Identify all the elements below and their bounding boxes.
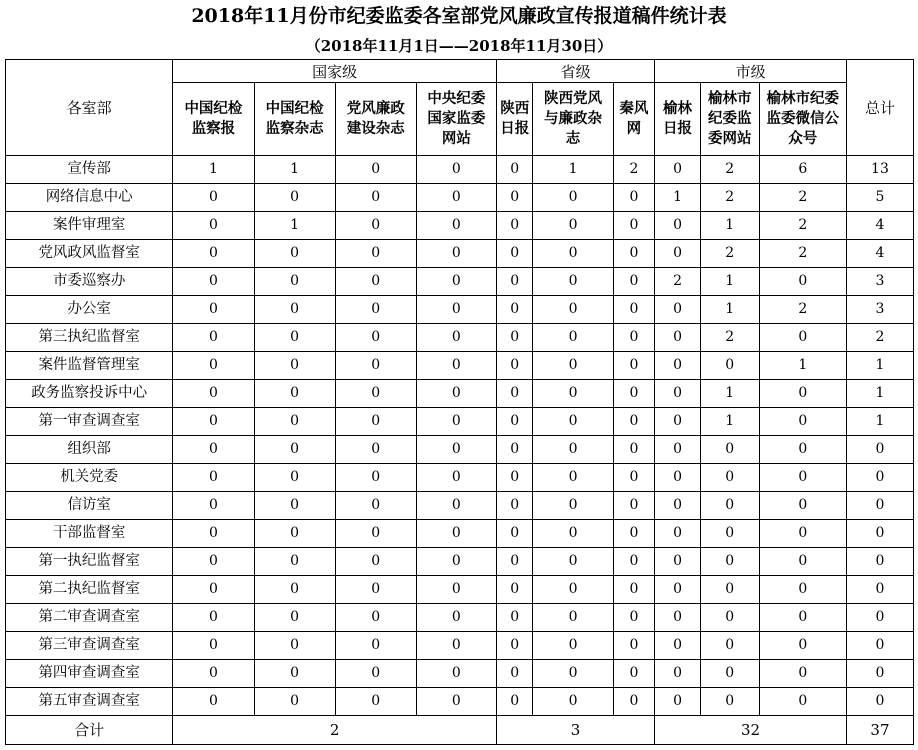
count-cell: 0 — [533, 604, 613, 632]
column-header: 陕西党风与廉政杂志 — [533, 83, 613, 156]
table-row — [6, 352, 914, 380]
count-cell: 0 — [173, 576, 254, 604]
table-row — [6, 324, 914, 352]
count-cell: 0 — [655, 576, 701, 604]
count-cell: 0 — [173, 240, 254, 268]
dept-name-cell: 案件监督管理室 — [6, 352, 173, 380]
table-row — [6, 604, 914, 632]
count-cell: 0 — [533, 548, 613, 576]
count-cell: 0 — [173, 632, 254, 660]
count-cell: 0 — [416, 436, 496, 464]
count-cell: 0 — [496, 604, 533, 632]
count-cell: 0 — [335, 184, 416, 212]
count-cell: 0 — [613, 604, 655, 632]
count-cell: 0 — [496, 660, 533, 688]
count-cell: 0 — [700, 492, 759, 520]
count-cell: 0 — [416, 296, 496, 324]
count-cell: 0 — [416, 156, 496, 184]
count-cell: 0 — [613, 380, 655, 408]
count-cell: 0 — [613, 548, 655, 576]
count-cell: 0 — [655, 408, 701, 436]
count-cell: 0 — [496, 492, 533, 520]
count-cell: 0 — [655, 604, 701, 632]
count-cell: 0 — [496, 548, 533, 576]
count-cell: 0 — [335, 296, 416, 324]
count-cell: 1 — [655, 184, 701, 212]
table-row — [6, 464, 914, 492]
count-cell: 0 — [655, 436, 701, 464]
count-cell: 0 — [416, 576, 496, 604]
count-cell: 0 — [700, 352, 759, 380]
dept-name-cell: 第五审查调查室 — [6, 688, 173, 716]
count-cell: 0 — [533, 492, 613, 520]
count-cell: 1 — [173, 156, 254, 184]
count-cell: 0 — [173, 408, 254, 436]
dept-name-cell: 第三执纪监督室 — [6, 324, 173, 352]
count-cell: 1 — [700, 380, 759, 408]
count-cell: 0 — [759, 688, 846, 716]
count-cell: 0 — [655, 492, 701, 520]
row-total-cell: 0 — [846, 604, 913, 632]
count-cell: 0 — [416, 352, 496, 380]
count-cell: 0 — [759, 660, 846, 688]
count-cell: 0 — [759, 324, 846, 352]
count-cell: 0 — [254, 576, 335, 604]
count-cell: 0 — [759, 520, 846, 548]
count-cell: 0 — [254, 548, 335, 576]
column-header: 榆林市纪委监委微信公众号 — [759, 83, 846, 156]
count-cell: 0 — [655, 632, 701, 660]
table-body — [6, 156, 914, 716]
count-cell: 0 — [613, 268, 655, 296]
column-header: 陕西日报 — [496, 83, 533, 156]
count-cell: 0 — [613, 632, 655, 660]
row-total-cell: 4 — [846, 212, 913, 240]
count-cell: 0 — [700, 688, 759, 716]
row-total-cell: 13 — [846, 156, 913, 184]
count-cell: 0 — [533, 268, 613, 296]
dept-name-cell: 干部监督室 — [6, 520, 173, 548]
count-cell: 0 — [173, 380, 254, 408]
table-row — [6, 380, 914, 408]
count-cell: 0 — [416, 464, 496, 492]
dept-name-cell: 办公室 — [6, 296, 173, 324]
count-cell: 0 — [173, 660, 254, 688]
count-cell: 0 — [335, 408, 416, 436]
count-cell: 0 — [254, 380, 335, 408]
count-cell: 0 — [254, 660, 335, 688]
count-cell: 0 — [655, 548, 701, 576]
count-cell: 0 — [416, 604, 496, 632]
count-cell: 0 — [759, 268, 846, 296]
count-cell: 1 — [700, 296, 759, 324]
table-row — [6, 520, 914, 548]
dept-name-cell: 党风政风监督室 — [6, 240, 173, 268]
summary-national: 2 — [173, 716, 497, 745]
count-cell: 0 — [173, 520, 254, 548]
count-cell: 0 — [335, 576, 416, 604]
count-cell: 0 — [173, 296, 254, 324]
column-header: 党风廉政建设杂志 — [335, 83, 416, 156]
count-cell: 0 — [533, 520, 613, 548]
summary-row — [6, 716, 914, 745]
count-cell: 0 — [533, 184, 613, 212]
dept-name-cell: 第一审查调查室 — [6, 408, 173, 436]
count-cell: 0 — [254, 268, 335, 296]
count-cell: 0 — [700, 520, 759, 548]
count-cell: 0 — [254, 604, 335, 632]
count-cell: 1 — [700, 212, 759, 240]
row-total-cell: 2 — [846, 324, 913, 352]
count-cell: 0 — [335, 268, 416, 296]
count-cell: 2 — [759, 184, 846, 212]
table-row — [6, 548, 914, 576]
count-cell: 0 — [613, 352, 655, 380]
count-cell: 0 — [173, 548, 254, 576]
row-total-cell: 1 — [846, 352, 913, 380]
row-total-cell: 3 — [846, 268, 913, 296]
level-header-municipal: 市级 — [655, 60, 847, 83]
count-cell: 0 — [613, 688, 655, 716]
count-cell: 0 — [335, 352, 416, 380]
count-cell: 0 — [613, 408, 655, 436]
count-cell: 0 — [335, 492, 416, 520]
count-cell: 0 — [613, 184, 655, 212]
count-cell: 0 — [254, 408, 335, 436]
level-header-provincial: 省级 — [496, 60, 654, 83]
row-total-cell: 4 — [846, 240, 913, 268]
count-cell: 0 — [700, 576, 759, 604]
count-cell: 0 — [173, 688, 254, 716]
count-cell: 0 — [655, 352, 701, 380]
count-cell: 0 — [254, 436, 335, 464]
count-cell: 0 — [335, 464, 416, 492]
row-total-cell: 0 — [846, 520, 913, 548]
count-cell: 0 — [173, 464, 254, 492]
count-cell: 0 — [416, 520, 496, 548]
table-row — [6, 660, 914, 688]
count-cell: 0 — [335, 604, 416, 632]
dept-name-cell: 第二审查调查室 — [6, 604, 173, 632]
page-title: 2018年11月份市纪委监委各室部党风廉政宣传报道稿件统计表 — [191, 5, 727, 27]
count-cell: 0 — [613, 660, 655, 688]
row-total-cell: 0 — [846, 632, 913, 660]
count-cell: 0 — [496, 380, 533, 408]
count-cell: 0 — [416, 492, 496, 520]
count-cell: 0 — [533, 408, 613, 436]
count-cell: 0 — [173, 604, 254, 632]
table-row — [6, 268, 914, 296]
count-cell: 0 — [533, 464, 613, 492]
dept-name-cell: 机关党委 — [6, 464, 173, 492]
table-row — [6, 212, 914, 240]
count-cell: 0 — [759, 492, 846, 520]
count-cell: 0 — [533, 296, 613, 324]
count-cell: 0 — [700, 604, 759, 632]
column-header: 秦风网 — [613, 83, 655, 156]
count-cell: 0 — [416, 380, 496, 408]
dept-name-cell: 第一执纪监督室 — [6, 548, 173, 576]
count-cell: 0 — [613, 296, 655, 324]
count-cell: 1 — [759, 352, 846, 380]
summary-label: 合计 — [6, 716, 173, 745]
count-cell: 0 — [533, 324, 613, 352]
count-cell: 0 — [496, 520, 533, 548]
level-header-row — [6, 60, 914, 83]
table-row — [6, 576, 914, 604]
table-row — [6, 408, 914, 436]
count-cell: 0 — [254, 492, 335, 520]
summary-municipal: 32 — [655, 716, 847, 745]
count-cell: 1 — [254, 156, 335, 184]
count-cell: 0 — [700, 660, 759, 688]
count-cell: 0 — [496, 436, 533, 464]
count-cell: 0 — [533, 240, 613, 268]
count-cell: 0 — [613, 324, 655, 352]
count-cell: 0 — [655, 212, 701, 240]
level-header-national: 国家级 — [173, 60, 497, 83]
count-cell: 0 — [700, 548, 759, 576]
count-cell: 2 — [700, 184, 759, 212]
table-row — [6, 296, 914, 324]
count-cell: 0 — [655, 156, 701, 184]
count-cell: 0 — [533, 688, 613, 716]
count-cell: 0 — [254, 464, 335, 492]
column-header: 中国纪检监察报 — [173, 83, 254, 156]
count-cell: 0 — [496, 576, 533, 604]
count-cell: 0 — [416, 688, 496, 716]
count-cell: 0 — [254, 184, 335, 212]
count-cell: 6 — [759, 156, 846, 184]
count-cell: 2 — [700, 324, 759, 352]
count-cell: 0 — [613, 436, 655, 464]
count-cell: 0 — [496, 352, 533, 380]
table-row — [6, 156, 914, 184]
count-cell: 0 — [613, 520, 655, 548]
count-cell: 0 — [533, 352, 613, 380]
count-cell: 0 — [655, 296, 701, 324]
dept-name-cell: 第四审查调查室 — [6, 660, 173, 688]
row-total-cell: 0 — [846, 436, 913, 464]
count-cell: 0 — [759, 632, 846, 660]
count-cell: 0 — [655, 660, 701, 688]
count-cell: 0 — [759, 380, 846, 408]
count-cell: 0 — [655, 520, 701, 548]
table-row — [6, 436, 914, 464]
row-total-cell: 3 — [846, 296, 913, 324]
count-cell: 0 — [335, 380, 416, 408]
count-cell: 0 — [759, 436, 846, 464]
count-cell: 0 — [416, 548, 496, 576]
count-cell: 0 — [416, 268, 496, 296]
count-cell: 2 — [759, 212, 846, 240]
count-cell: 0 — [613, 576, 655, 604]
row-total-cell: 1 — [846, 408, 913, 436]
count-cell: 0 — [533, 576, 613, 604]
count-cell: 0 — [254, 632, 335, 660]
count-cell: 0 — [335, 660, 416, 688]
count-cell: 0 — [254, 688, 335, 716]
count-cell: 0 — [759, 408, 846, 436]
table-row — [6, 632, 914, 660]
count-cell: 0 — [335, 212, 416, 240]
column-header: 榆林日报 — [655, 83, 701, 156]
count-cell: 0 — [496, 408, 533, 436]
count-cell: 0 — [700, 436, 759, 464]
count-cell: 0 — [496, 296, 533, 324]
count-cell: 0 — [335, 240, 416, 268]
count-cell: 2 — [759, 240, 846, 268]
count-cell: 0 — [173, 492, 254, 520]
count-cell: 0 — [613, 240, 655, 268]
count-cell: 0 — [533, 380, 613, 408]
column-header: 中央纪委国家监委网站 — [416, 83, 496, 156]
table-row — [6, 688, 914, 716]
count-cell: 0 — [655, 240, 701, 268]
row-total-cell: 0 — [846, 660, 913, 688]
count-cell: 0 — [416, 408, 496, 436]
column-header: 中国纪检监察杂志 — [254, 83, 335, 156]
dept-name-cell: 案件审理室 — [6, 212, 173, 240]
dept-name-cell: 政务监察投诉中心 — [6, 380, 173, 408]
summary-total: 37 — [846, 716, 913, 745]
count-cell: 0 — [173, 212, 254, 240]
count-cell: 0 — [759, 604, 846, 632]
count-cell: 0 — [496, 324, 533, 352]
count-cell: 0 — [655, 688, 701, 716]
count-cell: 0 — [655, 380, 701, 408]
dept-column-header: 各室部 — [6, 60, 173, 156]
count-cell: 0 — [496, 632, 533, 660]
count-cell: 2 — [613, 156, 655, 184]
count-cell: 0 — [254, 520, 335, 548]
count-cell: 1 — [700, 268, 759, 296]
count-cell: 0 — [254, 324, 335, 352]
count-cell: 0 — [335, 632, 416, 660]
count-cell: 0 — [416, 212, 496, 240]
dept-name-cell: 第二执纪监督室 — [6, 576, 173, 604]
count-cell: 0 — [533, 212, 613, 240]
table-row — [6, 240, 914, 268]
dept-name-cell: 网络信息中心 — [6, 184, 173, 212]
table-row — [6, 492, 914, 520]
table-row — [6, 184, 914, 212]
count-cell: 0 — [416, 324, 496, 352]
dept-name-cell: 市委巡察办 — [6, 268, 173, 296]
dept-name-cell: 第三审查调查室 — [6, 632, 173, 660]
count-cell: 0 — [613, 492, 655, 520]
statistics-table — [5, 59, 914, 745]
count-cell: 0 — [655, 324, 701, 352]
count-cell: 0 — [416, 240, 496, 268]
count-cell: 0 — [254, 296, 335, 324]
column-header: 榆林市纪委监委网站 — [700, 83, 759, 156]
count-cell: 2 — [700, 156, 759, 184]
count-cell: 0 — [613, 464, 655, 492]
count-cell: 0 — [173, 184, 254, 212]
summary-provincial: 3 — [496, 716, 654, 745]
count-cell: 0 — [496, 240, 533, 268]
count-cell: 1 — [254, 212, 335, 240]
count-cell: 0 — [416, 184, 496, 212]
count-cell: 1 — [533, 156, 613, 184]
count-cell: 0 — [173, 352, 254, 380]
count-cell: 0 — [335, 156, 416, 184]
count-cell: 0 — [335, 324, 416, 352]
count-cell: 0 — [613, 212, 655, 240]
count-cell: 0 — [335, 548, 416, 576]
count-cell: 0 — [533, 436, 613, 464]
count-cell: 0 — [700, 632, 759, 660]
count-cell: 0 — [173, 268, 254, 296]
count-cell: 0 — [254, 240, 335, 268]
row-total-cell: 0 — [846, 464, 913, 492]
count-cell: 0 — [759, 464, 846, 492]
row-total-cell: 0 — [846, 492, 913, 520]
row-total-cell: 5 — [846, 184, 913, 212]
row-total-cell: 1 — [846, 380, 913, 408]
count-cell: 0 — [533, 632, 613, 660]
count-cell: 0 — [173, 436, 254, 464]
count-cell: 2 — [759, 296, 846, 324]
count-cell: 0 — [700, 464, 759, 492]
count-cell: 0 — [496, 156, 533, 184]
count-cell: 0 — [416, 660, 496, 688]
count-cell: 0 — [655, 464, 701, 492]
count-cell: 0 — [335, 520, 416, 548]
count-cell: 0 — [533, 660, 613, 688]
dept-name-cell: 组织部 — [6, 436, 173, 464]
count-cell: 0 — [496, 212, 533, 240]
row-total-cell: 0 — [846, 688, 913, 716]
dept-name-cell: 信访室 — [6, 492, 173, 520]
count-cell: 0 — [254, 352, 335, 380]
dept-name-cell: 宣传部 — [6, 156, 173, 184]
count-cell: 0 — [416, 632, 496, 660]
count-cell: 2 — [700, 240, 759, 268]
count-cell: 2 — [655, 268, 701, 296]
date-range-subtitle: （2018年11月1日——2018年11月30日） — [305, 37, 613, 55]
count-cell: 0 — [496, 464, 533, 492]
count-cell: 0 — [759, 548, 846, 576]
count-cell: 0 — [335, 436, 416, 464]
row-total-cell: 0 — [846, 576, 913, 604]
count-cell: 0 — [335, 688, 416, 716]
count-cell: 0 — [173, 324, 254, 352]
count-cell: 0 — [496, 268, 533, 296]
total-column-header: 总计 — [846, 60, 913, 156]
count-cell: 1 — [700, 408, 759, 436]
count-cell: 0 — [496, 688, 533, 716]
count-cell: 0 — [496, 184, 533, 212]
row-total-cell: 0 — [846, 548, 913, 576]
count-cell: 0 — [759, 576, 846, 604]
